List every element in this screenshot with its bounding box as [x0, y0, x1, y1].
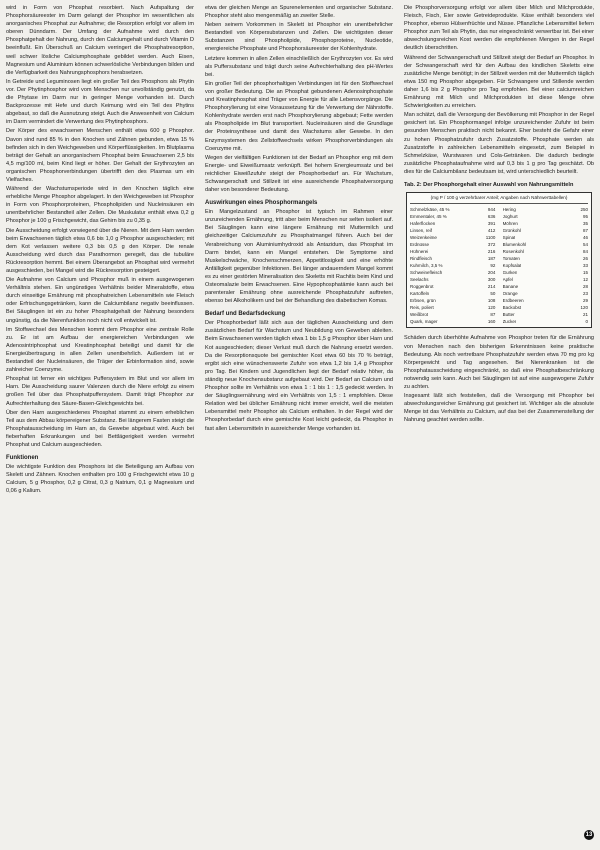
table-row [503, 234, 588, 241]
food-name: Erbsen, grün [410, 298, 436, 304]
table-row [503, 262, 588, 269]
food-name: Linsen, reif [410, 228, 433, 234]
paragraph: Letztere kommen in allen Zellen einschließlich der Erythrozyten vor. Es wird als Puffersubstanz und trägt durch seine Aufrechterhaltung des pH-Wertes bei. [205, 55, 393, 78]
paragraph: wird in Form von Phosphat resorbiert. Nach Aufspaltung der Phosphorsäureester im Darm gelangt der Phosphor im wesentlichen als anorganisches Phosphat zur Aufnahme; die Resorption erfolgt vor allem im oberen Dünndarm. Der Umfang der Aufnahme wird durch den Phosphatgehalt der Nahrung, durch den Calciumgehalt und durch Vitamin D beeinflußt. Ein Überschuß an Calcium verringert die Phosphatresorption, weil schwer lösliche Calciumphosphate gebildet werden. Auch Eisen, Magnesium und Aluminium können schwerlösliche Verbindungen bilden und die Verfügbarkeit des Nahrungsphosphors herabsetzen. [6, 5, 194, 76]
phosphor-value: 214 [487, 284, 496, 290]
table-row [410, 241, 495, 248]
table-row [503, 269, 588, 276]
phosphor-value: 0 [585, 319, 588, 325]
table-row [410, 311, 495, 318]
table-row [503, 290, 588, 297]
food-name: Hühnerei [410, 249, 429, 255]
table-column-left [410, 206, 495, 325]
food-name: Möhren [502, 221, 518, 227]
table-row [410, 290, 495, 297]
phosphor-value: 412 [487, 228, 496, 234]
paragraph: Man schätzt, daß die Versorgung der Bevölkerung mit Phosphor in der Regel gesichert ist. Ein Phosphormangel infolge unzureichender Zufuhr ist beim gesunden Menschen praktisch nicht bekannt. Eher besteht die Gefahr einer zu hohen Phosphatzufuhr durch Zusatzstoffe. Phosphate werden als Zusatzstoffe in zahlreichen Lebensmitteln eingesetzt, zum Beispiel in Schmelzkäse, Wurstwaren und Cola-Getränken. Die dadurch bedingte zusätzliche Phosphataufnahme wird auf 0,3 bis 1 g pro Tag geschätzt. Ob dies für die Calciumbilanz bedeutsam ist, wird unterschiedlich beurteilt. [404, 112, 594, 175]
page-number: 13 [585, 832, 593, 838]
food-name: Orange [502, 291, 518, 297]
paragraph: Neben seinem Vorkommen in Skelett ist Phosphor ein unentbehrlicher Bestandteil von Körpersubstanzen und Zellen. Die wichtigsten dieser Substanzen sind Phospholipide, Phosphoproteine, Nucleotide, energiereiche Phosphate und Phosphorsäureester der Kohlenhydrate. [205, 22, 393, 53]
food-name: Rindfleisch [410, 256, 433, 262]
table-header: (mg P / 100 g verzehrbarer Anteil; Angaben nach Nährwerttabellen) [410, 195, 588, 204]
phosphor-value: 120 [580, 305, 588, 311]
paragraph: Während der Schwangerschaft und Stillzeit steigt der Bedarf an Phosphor. In der Schwangerschaft wird für den Aufbau des kindlichen Skeletts eine zusätzliche Menge benötigt; in der Stillzeit werden mit der Muttermilch täglich etwa 150 mg Phosphor abgegeben. Für Schwangere und Stillende werden daher 1,6 bis 2 g Phosphor pro Tag empfohlen. Bei einer calciumreichen Ernährung mit Milch und Milchprodukten ist diese Menge ohne Schwierigkeiten zu erreichen. [404, 54, 594, 110]
table-row [410, 213, 495, 220]
phosphor-value: 46 [582, 235, 588, 241]
table-row [410, 227, 495, 234]
paragraph: Der Körper des erwachsenen Menschen enthält etwa 600 g Phosphor. Davon sind rund 85 % in den Knochen und Zähnen gebunden, etwa 15 % befinden sich in den Weichgeweben und Körperflüssigkeiten. Im Blutplasma beträgt der Gehalt an anorganischem Phosphat beim Erwachsenen 2,5 bis 4,5 mg/100 ml, beim Kind liegt er höher. Der Gehalt der Erythrozyten an organischen Phosphorverbindungen übertrifft den des Plasmas um ein Vielfaches. [6, 128, 194, 183]
section-heading: Auswirkungen eines Phosphormangels [205, 200, 318, 207]
table-row [503, 206, 588, 213]
phosphor-value: 84 [582, 249, 588, 255]
food-name: Kuhmilch, 3,5 % [410, 263, 443, 269]
phosphor-value: 12 [582, 277, 588, 283]
phosphor-value: 15 [582, 270, 588, 276]
column-right [404, 4, 594, 844]
table-row [410, 234, 495, 241]
table-row [503, 311, 588, 318]
food-name: Emmentaler, 45 % [410, 214, 447, 220]
table-row [503, 304, 588, 311]
food-name: Reis, poliert [410, 305, 434, 311]
column-left [6, 4, 194, 844]
food-name: Butter [502, 312, 515, 318]
table-column-right [503, 206, 588, 325]
phosphor-value: 92 [490, 263, 496, 269]
table-row [410, 206, 495, 213]
phosphor-value: 23 [582, 291, 588, 297]
food-name: Banane [502, 284, 519, 290]
paragraph: Ein großer Teil der phosphorhaltigen Verbindungen ist für den Stoffwechsel von großer Bedeutung. Die an Phosphat gebundenen Adenosinphosphate und Kreatinphosphat sind Träger von Energie für alle Lebensvorgänge. Die Phosphorylierung ist eine Voraussetzung für die Verwertung der Nährstoffe. Kohlenhydrate werden erst nach Phosphorylierung abgebaut; Fette werden als Phospholipide im Blut transportiert. Nucleinsäuren sind die Grundlage der Proteinsynthese und damit des Wachstums aller Gewebe. In den Enzymsystemen des Zellstoffwechsels wirken Phosphorverbindungen als Coenzyme mit. [205, 80, 393, 152]
phosphor-value: 216 [487, 249, 496, 255]
phosphor-value: 372 [487, 242, 496, 248]
paragraph: Die Aufnahme von Calcium und Phosphor muß in einem ausgewogenen Verhältnis stehen. Ein ungünstiges Verhältnis beider Mineralstoffe, etwa durch einseitige Ernährung mit phosphatreichen Lebensmitteln wie Fleisch oder Erfrischungsgetränken, kann die Calciumbilanz negativ beeinflussen. Bei Säuglingen ist ein zu hoher Phosphatgehalt der Nahrung besonders ungünstig, da die Nierenfunktion noch nicht voll entwickelt ist. [6, 277, 194, 324]
phosphor-value: 95 [582, 214, 588, 220]
food-name: Roggenbrot [410, 284, 434, 290]
phosphor-value: 160 [487, 319, 496, 325]
food-name: Zucker [502, 319, 517, 325]
table-row [410, 283, 495, 290]
table-row [503, 213, 588, 220]
paragraph: Schäden durch überhöhte Aufnahme von Phosphor treten für die Ernährung von Menschen nach den bisherigen Erkenntnissen keine praktische Bedeutung. Als noch vertretbare Phosphatzufuhr werden etwa 70 mg pro kg Körpergewicht und Tag angesehen. Bei Nierenkranken ist die Phosphatausscheidung eingeschränkt, so daß eine Phosphatbeschränkung notwendig sein kann. Auch bei Säuglingen ist auf eine ausgewogene Zufuhr zu achten. [404, 335, 594, 391]
food-name: Kopfsalat [502, 263, 522, 269]
food-name: Rosenkohl [502, 249, 524, 255]
food-name: Kartoffeln [410, 291, 430, 297]
table-row [503, 297, 588, 304]
table-row [503, 248, 588, 255]
food-name: Haferflocken [410, 221, 436, 227]
phosphor-value: 50 [490, 291, 496, 297]
food-name: Apfel [502, 277, 513, 283]
phosphor-value: 391 [487, 221, 496, 227]
phosphor-value: 29 [582, 298, 588, 304]
phosphor-value: 54 [582, 242, 588, 248]
phosphor-value: 87 [490, 312, 496, 318]
food-name: Erdnüsse [410, 242, 430, 248]
phosphor-value: 21 [582, 312, 588, 318]
food-name: Schweinefleisch [410, 270, 443, 276]
paragraph: etwa der gleichen Menge an Spurenelementen und organischer Substanz. Phosphor steht also mengenmäßig an zweiter Stelle. [205, 5, 393, 20]
table-row [410, 220, 495, 227]
table-row [410, 269, 495, 276]
table-row [503, 283, 588, 290]
phosphor-value: 944 [487, 207, 496, 213]
phosphor-value: 26 [582, 256, 588, 262]
phosphor-value: 1100 [485, 235, 496, 241]
table-row [503, 220, 588, 227]
phosphor-value: 108 [487, 298, 496, 304]
food-name: Blumenkohl [502, 242, 527, 248]
table-row [410, 304, 495, 311]
table-row [410, 297, 495, 304]
paragraph: Ein Mangelzustand an Phosphor ist typisch im Rahmen einer unzureichenden Ernährung, tritt aber beim Menschen nur selten isoliert auf. Bei Säuglingen kann eine längere Ernährung mit Muttermilch und gleichzeitiger Calciumzufuhr zu Phosphatmangel führen. Auch bei der Verabreichung von Aluminiumhydroxid als Antazidum, das Phosphat im Darm bindet, kann ein Mangel entstehen. Die Symptome sind Muskelschwäche, Knochenschmerzen, Appetitlosigkeit und eine erhöhte Anfälligkeit gegenüber Infektionen. Bei länger andauerndem Mangel kommt es zu einer gestörten Mineralisation des Skeletts mit Rachitis beim Kind und Osteomalazie beim Erwachsenen. Eine Hypophosphatämie kann auch bei parenteraler Ernährung ohne ausreichende Phosphatzufuhr auftreten, ebenso bei Alkoholikern und bei der Behandlung des diabetischen Komas. [205, 209, 393, 305]
food-name: Erdbeeren [502, 298, 524, 304]
food-name: Hering [502, 207, 516, 213]
table-row [410, 276, 495, 283]
table-row [410, 262, 495, 269]
phosphor-value: 187 [487, 256, 496, 262]
phosphor-table [406, 192, 592, 328]
paragraph: Über den Harn ausgeschiedenes Phosphat stammt zu einem erheblichen Teil aus dem Abbau körpereigener Substanz. Bei längerem Fasten steigt die Phosphatausscheidung im Harn an, da Gewebe abgebaut wird. Auch bei fieberhaften Erkrankungen und bei Bettlägerigkeit werden vermehrt Phosphat und Calcium ausgeschieden. [6, 409, 194, 448]
phosphor-value: 300 [487, 277, 496, 283]
food-name: Tomaten [502, 256, 520, 262]
table-row [410, 318, 495, 325]
paragraph: Die wichtigste Funktion des Phosphors ist die Beteiligung am Aufbau von Skelett und Zähnen. Knochen enthalten pro 100 g Frischgewicht etwa 10 g Calcium, 5 g Phosphor, 0,2 g Citrat, 0,3 g Natrium, 0,1 g Magnesium und 0,06 g Kalium. [6, 464, 194, 495]
phosphor-value: 87 [582, 228, 588, 234]
food-name: Weizenkeime [410, 235, 437, 241]
phosphor-value: 28 [582, 284, 588, 290]
paragraph: Die Ausscheidung erfolgt vorwiegend über die Nieren. Mit dem Harn werden beim Erwachsenen täglich etwa 0,6 bis 1,0 g Phosphor ausgeschieden; mit dem Kot verlassen weitere 0,3 bis 0,5 g den Körper. Die renale Ausscheidung wird durch das Parathormon geregelt, das die tubuläre Rückresorption hemmt. Bei einem Überangebot an Phosphat wird vermehrt ausgeschieden, bei Mangel wird die Rückresorption gesteigert. [6, 227, 194, 274]
paragraph: In Getreide und Leguminosen liegt ein großer Teil des Phosphors als Phytin vor. Der Phytinphosphor wird vom Menschen nur unvollständig genutzt, da die Phytase im Darm nur in geringer Menge vorhanden ist. Durch Backprozesse mit Hefe und durch Keimung wird ein Teil des Phytins abgebaut, so daß die Ausnutzung steigt. Auch die Anwesenheit von Calcium im Darm vermindert die Verwertung des Phytinphosphors. [6, 78, 194, 126]
table-row [410, 255, 495, 262]
section-heading: Funktionen [6, 455, 39, 462]
food-name: Weißbrot [410, 312, 429, 318]
food-name: Backobst [502, 305, 522, 311]
phosphor-value: 204 [487, 270, 496, 276]
food-name: Schmelzkäse, 45 % [410, 207, 450, 213]
paragraph: Die Phosphorversorgung erfolgt vor allem über Milch und Milchprodukte, Fleisch, Fisch, Eier sowie Getreideprodukte. Käse enthält besonders viel Phosphor, ebenso Hülsenfrüchte und Nüsse. Pflanzliche Lebensmittel liefern Phosphor zum Teil als Phytin, das nur eingeschränkt verwertbar ist. Bei einer abwechslungsreichen Kost werden die empfohlenen Mengen in der Regel deutlich überschritten. [404, 5, 594, 52]
section-heading: Bedarf und Bedarfsdeckung [205, 311, 286, 318]
table-row [503, 241, 588, 248]
paragraph: Während der Wachstumsperiode wird in den Knochen täglich eine erhebliche Menge Phosphor abgelagert. In den Weichgeweben ist Phosphor in Form von Phosphorproteinen, Phospholipiden und Nucleinsäuren ein unentbehrlicher Bestandteil aller Zellen. Die Muskulatur enthält etwa 0,2 g Phosphor je 100 g Frischgewicht, das Gehirn bis zu 0,35 g. [6, 186, 194, 225]
table-row [503, 227, 588, 234]
food-name: Gurken [502, 270, 518, 276]
food-name: Joghurt [502, 214, 518, 220]
paragraph: Wegen der vielfältigen Funktionen ist der Bedarf an Phosphor eng mit dem Energie- und Eiweißumsatz verknüpft. Bei hohem Energieumsatz und bei reichlicher Eiweißzufuhr steigt der Phosphorbedarf an. Für Wachstum, Schwangerschaft und Stillzeit ist eine ausreichende Phosphatversorgung daher von besonderer Bedeutung. [205, 154, 393, 194]
table-row [503, 276, 588, 283]
table-row [410, 248, 495, 255]
phosphor-value: 35 [582, 221, 588, 227]
food-name: Quark, mager [410, 319, 438, 325]
phosphor-value: 120 [487, 305, 496, 311]
column-middle [205, 4, 393, 844]
food-name: Grünkohl [502, 228, 521, 234]
paragraph: Phosphat ist ferner ein wichtiges Puffersystem im Blut und vor allem im Harn. Die Ausscheidung saurer Valenzen durch die Niere erfolgt zu einem großen Teil über das Phosphatpuffersystem. Damit trägt Phosphor zur Aufrechterhaltung des Säure-Basen-Gleichgewichts bei. [6, 376, 194, 407]
table-row [503, 318, 588, 325]
food-name: Spinat [502, 235, 516, 241]
phosphor-value: 250 [580, 207, 588, 213]
paragraph: Insgesamt läßt sich feststellen, daß die Versorgung mit Phosphor bei abwechslungsreicher Ernährung gut gesichert ist. Wichtiger als die absolute Menge ist das Verhältnis zu Calcium, auf das bei der Zusammenstellung der Nahrung geachtet werden sollte. [404, 393, 594, 424]
phosphor-value: 33 [582, 263, 588, 269]
paragraph: Im Stoffwechsel des Menschen kommt dem Phosphor eine zentrale Rolle zu. Er ist am Aufbau der energiereichen Verbindungen wie Adenosintriphosphat und Kreatinphosphat beteiligt und damit für die Energieübertragung in allen Zellen unentbehrlich. Außerdem ist er Bestandteil der Nucleinsäuren, die Träger der Erbinformation sind, sowie zahlreicher Coenzyme. [6, 326, 194, 374]
paragraph: Der Phosphorbedarf läßt sich aus der täglichen Ausscheidung und dem zusätzlichen Bedarf für Wachstum und Neubildung von Geweben ableiten. Beim Erwachsenen werden täglich etwa 1 bis 1,5 g Phosphor über Harn und Kot ausgeschieden; dieser Verlust muß durch die Nahrung ersetzt werden. Da die Resorptionsquote bei gemischter Kost etwa 60 bis 70 % beträgt, ergibt sich eine wünschenswerte Zufuhr von etwa 1,2 bis 1,4 g Phosphor pro Tag. Bei Kindern und Jugendlichen liegt der Bedarf relativ höher, da ständig neue Knochensubstanz aufgebaut wird. Der Bedarf an Calcium und Phosphor sollte im Verhältnis von etwa 1 : 1 bis 1 : 1,5 gedeckt werden. In der Säuglingsernährung wird ein Verhältnis von 1,5 : 1 empfohlen. Diese Relation wird bei üblicher Ernährung nicht immer erreicht, weil die meisten Lebensmittel mehr Phosphor als Calcium enthalten. In der Regel wird der Phosphorbedarf durch eine gemischte Kost leicht gedeckt, da Phosphor in fast allen Lebensmitteln in ausreichender Menge vorhanden ist. [205, 320, 393, 432]
food-name: Seelachs [410, 277, 429, 283]
phosphor-value: 636 [487, 214, 496, 220]
table-caption: Tab. 2: Der Phosphorgehalt einer Auswahl von Nahrungsmitteln [404, 181, 574, 188]
table-body [410, 206, 588, 325]
table-row [503, 255, 588, 262]
